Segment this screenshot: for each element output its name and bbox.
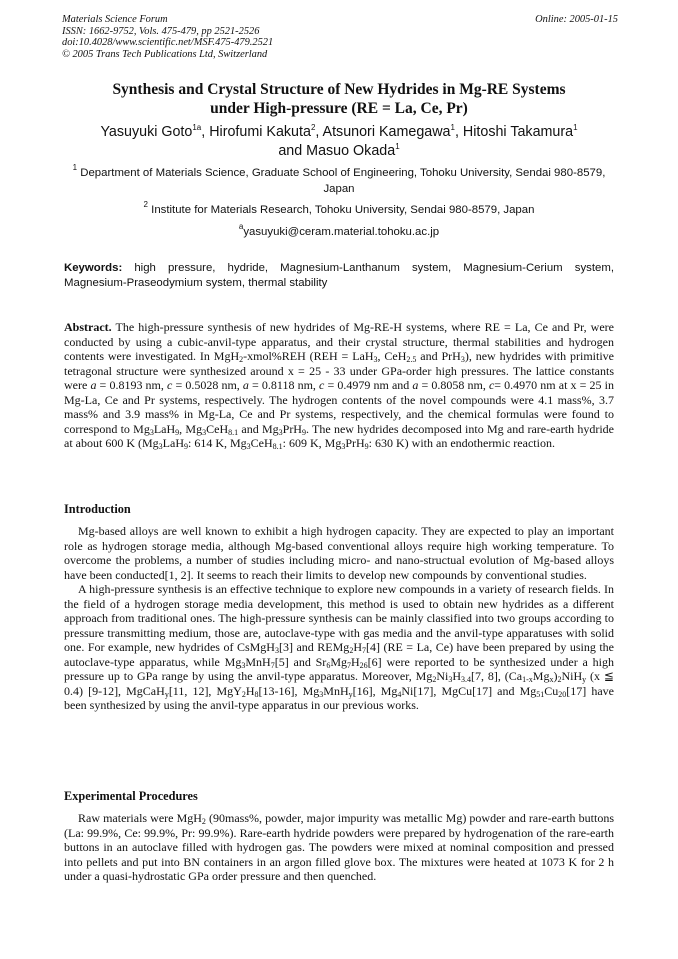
keywords	[64, 261, 614, 291]
introduction-body	[64, 524, 614, 713]
introduction-heading: Introduction	[64, 502, 131, 516]
author-name: Yasuyuki Goto	[100, 124, 193, 140]
experimental-paragraph-1: Raw materials were MgH$_2$ (90mass%, powder, major impurity was metallic Mg) powder and rare-earth buttons (La: 99.9%, Ce: 99.9%, Pr: 99.9%). Rare-earth hydride powders were prepared by hydrogenation of the rare-earth buttons in an autoclave filled with hydrogen gas. The powders were mixed at nominal composition and pressed into pellets and put into BN containers in an argon filled glove box. The mixtures were heated at 1073 K for 2 h under a quasi-hydrostatic GPa order pressure and then quenched.	[64, 811, 614, 883]
author-sup: 1	[450, 123, 455, 132]
intro-paragraph-2: A high-pressure synthesis is an effective technique to explore new compounds in a variety of research fields. In the field of a hydrogen storage media development, this method is used to obtain new hydrides as a different approach from traditional ones. The high-pressure synthesis can be mainly classified into two groups according to pressure transmitting medium, those are, autoclave-type with gas media and the anvil-type apparatuses with solid one. For example, new hydrides of CsMgH$_3$[3] and $REMg_2H_7[4] (RE = La$, Ce) have been prepared by using the autoclave-type apparatus, while $Mg_3MnH_7[5]$ and $Sr_6Mg_7H_{26}[6]$ were reported to be synthesized under a high pressure up to GPa range by using the anvil-type apparatus. Moreover, $Mg_2Ni_3H_{3.4}[7$, 8], $(Ca_{1-x}Mg_x)_2NiH_y$ (x ≦ 0.4) [9-12], MgCaH$_y$[11, 12], $MgY_2H_8[13-16]$, $Mg_3MnH_y[16]$, $Mg_4Ni[17]$, MgCu[17] and $Mg_{51}Cu_{20}[17]$ have been synthesized by using the anvil-type apparatus in our previous works.	[64, 582, 615, 712]
paper-title	[62, 80, 616, 118]
abstract-label: Abstract.	[64, 320, 112, 334]
affiliation-text: Institute for Materials Research, Tohoku University, Sendai 980-8579, Japan	[151, 204, 535, 216]
keywords-text: high pressure, hydride, Magnesium-Lanthanum system, Magnesium-Cerium system, Magnesium-Praseodymium system, thermal stability	[64, 262, 614, 289]
author-name: Hirofumi Kakuta	[209, 124, 311, 140]
author-name: and Masuo Okada	[278, 143, 396, 159]
online-date: Online: 2005-01-15	[535, 14, 618, 25]
title-line-1: Synthesis and Crystal Structure of New Hydrides in Mg-RE Systems	[112, 81, 566, 98]
email-line	[72, 222, 606, 241]
email-sup: a	[238, 222, 244, 231]
title-line-2: under High-pressure (RE = La, Ce, Pr)	[210, 100, 468, 117]
email-address[interactable]: yasuyuki@ceram.material.tohoku.ac.jp	[243, 226, 440, 238]
author-sup: 2	[310, 123, 316, 132]
affiliation-sup: 2	[143, 200, 148, 209]
author-sup: 1	[395, 142, 400, 151]
copyright-line: © 2005 Trans Tech Publications Ltd, Switzerland	[62, 48, 268, 60]
affiliation-text: Department of Materials Science, Graduate School of Engineering, Tohoku University, Sendai 980-8579, Japan	[80, 167, 606, 195]
experimental-body	[64, 811, 614, 884]
author-name: Hitoshi Takamura	[462, 124, 574, 140]
keywords-label: Keywords:	[64, 262, 123, 274]
affiliation-1	[72, 163, 606, 197]
author-sup: 1	[573, 123, 578, 132]
journal-name: Materials Science Forum	[62, 14, 168, 25]
issn-line: ISSN: 1662-9752, Vols. 475-479, pp 2521-2526	[62, 25, 260, 37]
author-sup: 1a	[192, 123, 202, 132]
intro-paragraph-1: Mg-based alloys are well known to exhibit a high hydrogen capacity. They are expected to play an important role as hydrogen storage media, although Mg-based conventional alloys require high working temperature. To overcome the problems, a number of studies including micro- and nano-structual evolution of Mg-based alloys have been conducted[1, 2]. It seems to reach their limits to develop new compounds by conventional studies.	[64, 524, 614, 582]
abstract: Abstract. The high-pressure synthesis of new hydrides of Mg-RE-H systems, where RE = La, Ce and Pr, were conducted by using a cubic-anvil-type apparatus, and their crystal structure, thermal stabilities and hydrogen contents were investigated. In MgH$_2$-xmol%REH (REH = LaH$_3$, CeH$_{2.5}$ and PrH$_3$), new hydrides with primitive tetragonal structure were synthesized around x = 25 - 33 under GPa-order high pressures. The lattice constants were a = 0.8193 nm, c = 0.5028 nm, a = 0.8118 nm, c = 0.4979 nm and a = 0.8058 nm, c= 0.4970 nm at x = 25 in Mg-La, Ce and Pr systems, respectively. The hydrogen contents of the novel compounds were 4.1 mass%, 3.7 mass% and 3.9 mass% in Mg-La, Ce and Pr systems, respectively, and the chemical formulas were found to correspond to $Mg_3LaH_9$, $Mg_3CeH_{8.1}$ and $Mg_3PrH_9$. The new hydrides decomposed into Mg and rare-earth hydride at about 600 K ($Mg_3LaH_9$: 614 K, $Mg_3CeH_{8.1}$: 609 K, $Mg_3PrH_9$: 630 K) with an endothermic reaction.	[64, 320, 615, 451]
experimental-heading: Experimental Procedures	[64, 789, 198, 803]
author-list: Yasuyuki Goto$^{1a}$, Hirofumi Kakuta$^2$, Atsunori Kamegawa$^1$, Hitoshi Takamura$^1$ and Masuo Okada$^1$	[100, 123, 578, 159]
affiliation-2	[72, 200, 606, 219]
doi-line: doi:10.4028/www.scientific.net/MSF.475-479.2521	[62, 37, 274, 48]
affiliation-sup: 1	[72, 163, 78, 172]
journal-header	[62, 14, 618, 60]
author-name: Atsunori Kamegawa	[322, 124, 451, 140]
